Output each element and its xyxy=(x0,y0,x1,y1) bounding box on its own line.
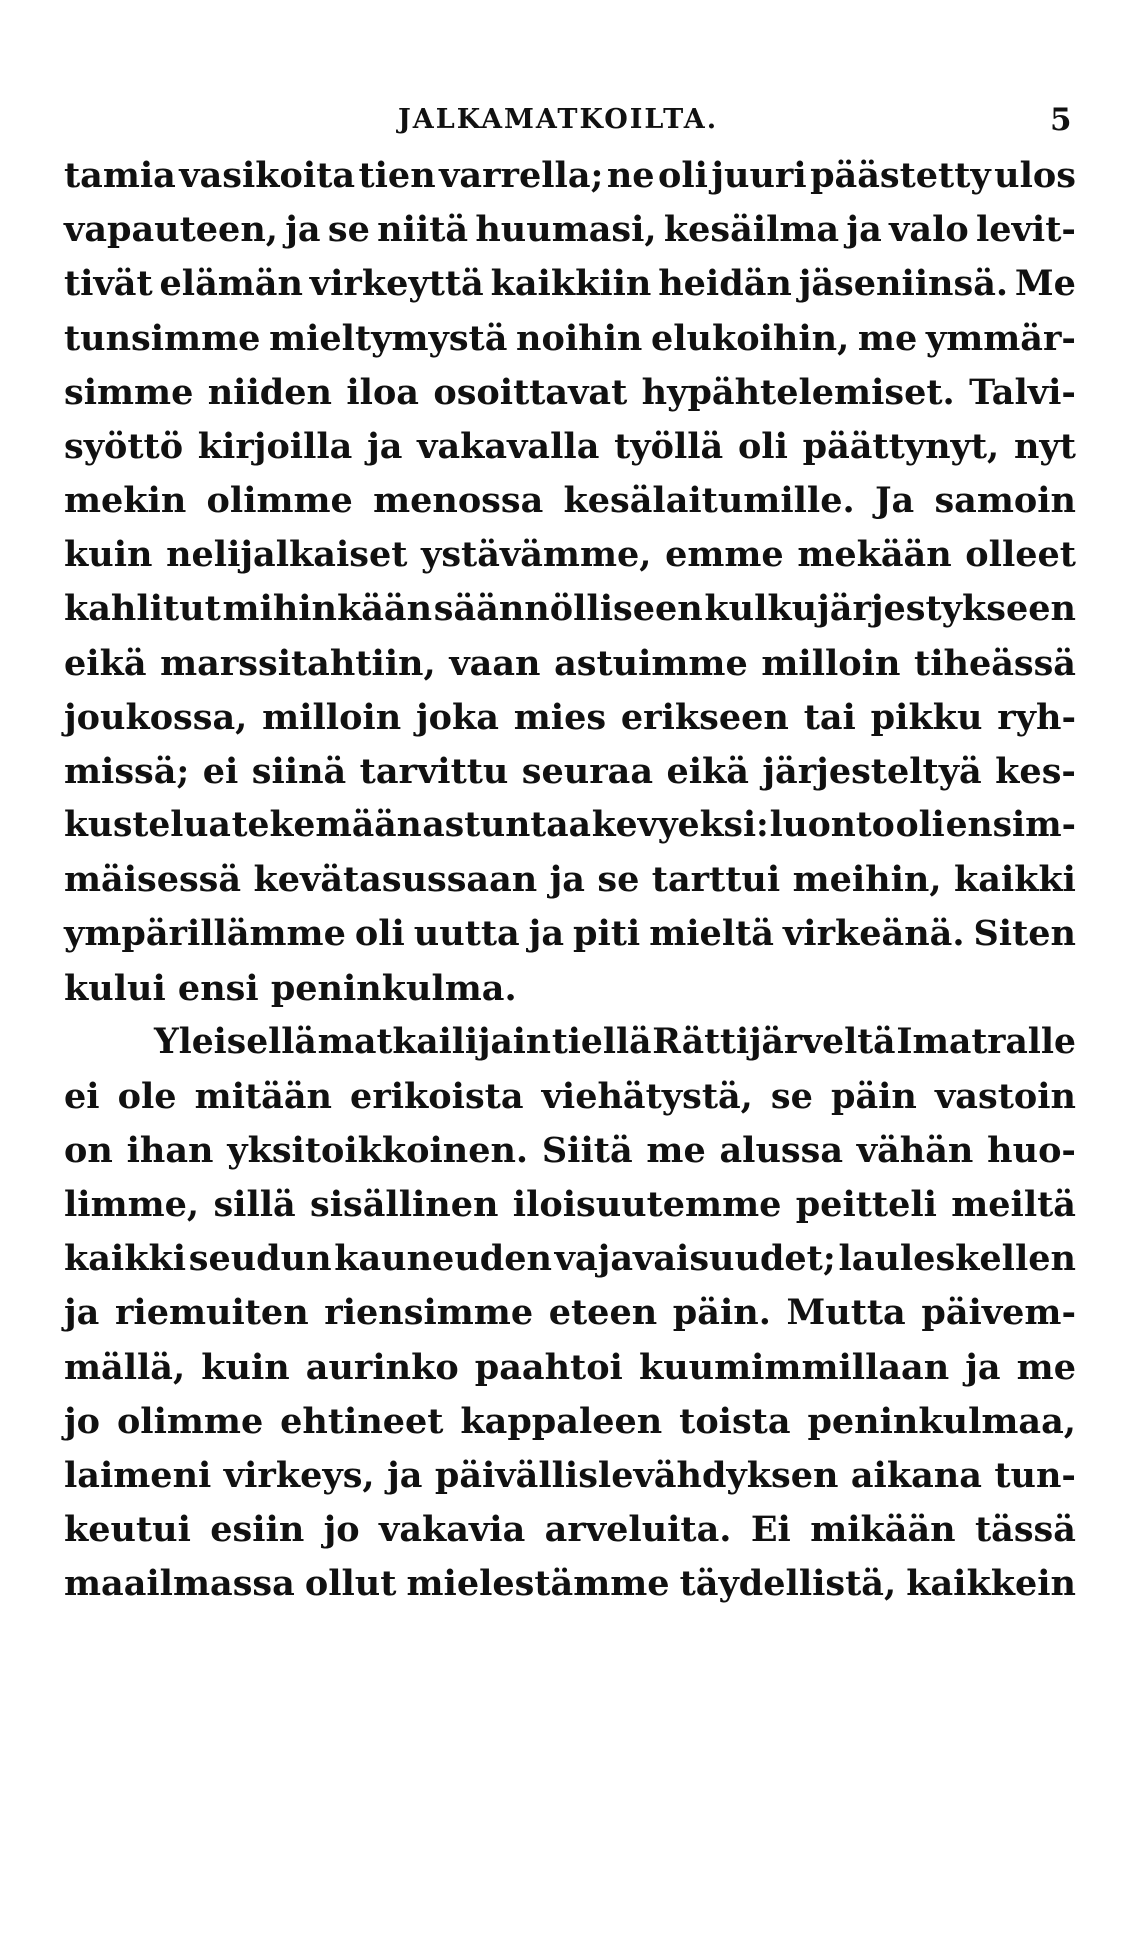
word: ollut xyxy=(304,1563,397,1604)
word: järjesteltyä xyxy=(762,751,982,792)
word: tekemään xyxy=(231,805,422,845)
word: ja xyxy=(367,426,403,467)
word: huumasi, xyxy=(475,209,657,250)
word: jo xyxy=(64,1401,101,1442)
word: seuraa xyxy=(521,751,654,792)
word: ei xyxy=(202,751,239,792)
word: tarttui xyxy=(651,859,781,900)
word: niiden xyxy=(207,372,332,413)
word: lauleskellen xyxy=(838,1238,1076,1279)
word: kappaleen xyxy=(460,1401,663,1442)
word: Yleisellä xyxy=(154,1022,317,1062)
text-line: kului ensi peninkulma. xyxy=(64,968,517,1009)
word: mieltä xyxy=(649,913,774,954)
text-line xyxy=(64,1563,1076,1627)
word: ulos xyxy=(994,155,1076,196)
word: vastoin xyxy=(934,1076,1076,1117)
word: eikä xyxy=(64,643,147,684)
word: päin xyxy=(830,1076,917,1117)
word: tarvittu xyxy=(359,751,509,792)
word: mällä, xyxy=(64,1347,186,1388)
word: ei xyxy=(64,1076,100,1117)
word: nyt xyxy=(1013,426,1076,467)
word: ihan xyxy=(126,1130,214,1171)
word: täydellistä, xyxy=(679,1563,897,1604)
page-number: 5 xyxy=(1050,102,1072,138)
word: uutta xyxy=(413,913,520,954)
word: syöttö xyxy=(64,426,184,467)
word: mies xyxy=(513,697,607,738)
word: kaikki xyxy=(953,859,1076,900)
word: ensim- xyxy=(945,805,1076,845)
word: valo xyxy=(889,209,969,250)
word: päivem- xyxy=(921,1292,1076,1333)
word: ja xyxy=(64,1292,100,1333)
word: erikseen xyxy=(620,697,789,738)
word: on xyxy=(64,1130,113,1171)
word: arveluita. xyxy=(544,1509,732,1550)
word: ja xyxy=(549,859,585,900)
word: ystävämme, xyxy=(421,534,652,575)
word: heidän xyxy=(658,263,792,304)
word: työllä xyxy=(614,426,724,467)
word: Rättijärveltä xyxy=(652,1022,896,1062)
word: mikään xyxy=(810,1509,956,1550)
word: oli xyxy=(895,805,945,845)
word: ympärillämme xyxy=(64,913,346,954)
word: Ja xyxy=(874,480,915,521)
word: mieltymystä xyxy=(269,318,508,359)
word: ja xyxy=(846,209,882,250)
word: ne xyxy=(606,155,655,196)
word: mihinkään xyxy=(222,588,433,629)
word: mitään xyxy=(194,1076,332,1117)
running-header xyxy=(0,104,1139,144)
word: simme xyxy=(64,372,194,413)
word: tai xyxy=(803,697,856,738)
word: olimme xyxy=(116,1401,264,1442)
word: olleet xyxy=(965,534,1076,575)
word: erikoista xyxy=(350,1076,524,1117)
word: sillä xyxy=(213,1184,296,1225)
word: peninkulmaa, xyxy=(807,1401,1076,1442)
word: kuumimmillaan xyxy=(638,1347,950,1388)
word: mielestämme xyxy=(406,1563,670,1604)
word: olimme xyxy=(206,480,353,521)
word: keutui xyxy=(64,1509,191,1550)
word: tunsimme xyxy=(64,318,261,359)
word: ja xyxy=(387,1455,423,1496)
word: eteen xyxy=(548,1292,658,1333)
word: joka xyxy=(416,697,499,738)
word: joukossa, xyxy=(64,697,248,738)
word: eikä xyxy=(666,751,749,792)
word: kes- xyxy=(995,751,1076,792)
word: jäseniinsä. xyxy=(798,263,1009,304)
word: sisällinen xyxy=(310,1184,499,1225)
word: tun- xyxy=(994,1455,1076,1496)
word: me xyxy=(857,318,918,359)
word: ymmär- xyxy=(925,318,1076,359)
word: säännölliseen xyxy=(433,588,703,629)
word: noihin xyxy=(516,318,643,359)
word: Siitä xyxy=(541,1130,633,1171)
word: vähän xyxy=(856,1130,974,1171)
word: elukoihin, xyxy=(650,318,850,359)
word: toista xyxy=(679,1401,791,1442)
word: Siten xyxy=(973,913,1076,954)
word: iloa xyxy=(346,372,419,413)
word: maailmassa xyxy=(64,1563,295,1604)
word: varrella; xyxy=(439,155,604,196)
word: meiltä xyxy=(951,1184,1076,1225)
word: niitä xyxy=(377,209,469,250)
word: astuimme xyxy=(554,643,748,684)
word: vakavia xyxy=(379,1509,526,1550)
word: huo- xyxy=(987,1130,1076,1171)
word: Imatralle xyxy=(896,1022,1076,1062)
word: mekin xyxy=(64,480,187,521)
word: hypähtelemiset. xyxy=(641,372,955,413)
word: matkailijain xyxy=(317,1022,551,1062)
word: luonto xyxy=(769,805,895,845)
word: virkeys, xyxy=(223,1455,375,1496)
word: ja xyxy=(965,1347,1001,1388)
word: tivät xyxy=(64,263,153,304)
word: jo xyxy=(323,1509,360,1550)
word: kustelua xyxy=(64,805,231,845)
word: oli xyxy=(737,426,788,467)
word: ole xyxy=(117,1076,177,1117)
word: esiin xyxy=(210,1509,305,1550)
word: päättynyt, xyxy=(802,426,1000,467)
word: me xyxy=(1016,1347,1076,1388)
word: mekään xyxy=(797,534,952,575)
word: kirjoilla xyxy=(197,426,353,467)
word: kevätasussaan xyxy=(253,859,538,900)
word: pikku xyxy=(870,697,983,738)
word: vapauteen, xyxy=(64,209,278,250)
word: juuri xyxy=(711,155,807,196)
word: nelijalkaiset xyxy=(166,534,408,575)
word: se xyxy=(770,1076,813,1117)
word: kuin xyxy=(64,534,153,575)
word: milloin xyxy=(761,643,901,684)
word: ja xyxy=(285,209,321,250)
word: tamia xyxy=(64,155,176,196)
word: alussa xyxy=(719,1130,844,1171)
word: virkeyttä xyxy=(309,263,484,304)
word: aurinko xyxy=(305,1347,459,1388)
word: aikana xyxy=(850,1455,982,1496)
word: vaan xyxy=(449,643,541,684)
word: kauneuden xyxy=(334,1238,552,1279)
word: kevyeksi: xyxy=(591,805,769,845)
word: peitteli xyxy=(795,1184,937,1225)
word: elämän xyxy=(159,263,303,304)
word: marssitahtiin, xyxy=(160,643,436,684)
word: se xyxy=(327,209,370,250)
word: päästetty xyxy=(810,155,991,196)
word: ryh- xyxy=(997,697,1076,738)
word: mäisessä xyxy=(64,859,242,900)
word: oli xyxy=(354,913,405,954)
word: seudun xyxy=(188,1238,332,1279)
word: kuin xyxy=(201,1347,290,1388)
word: oli xyxy=(658,155,708,196)
word: iloisuutemme xyxy=(512,1184,782,1225)
word: kaikkein xyxy=(906,1563,1076,1604)
word: milloin xyxy=(262,697,402,738)
word: paahtoi xyxy=(474,1347,623,1388)
word: samoin xyxy=(934,480,1076,521)
word: kaikkiin xyxy=(490,263,652,304)
word: laimeni xyxy=(64,1455,212,1496)
word: Talvi- xyxy=(969,372,1076,413)
word: vasikoita xyxy=(179,155,356,196)
running-title: JALKAMATKOILTA. xyxy=(398,104,719,135)
word: Me xyxy=(1014,263,1076,304)
word: tien xyxy=(358,155,436,196)
word: piti xyxy=(573,913,641,954)
word: vakavalla xyxy=(417,426,600,467)
word: se xyxy=(597,859,640,900)
word: limme, xyxy=(64,1184,200,1225)
word: päin. xyxy=(672,1292,771,1333)
word: meihin, xyxy=(792,859,942,900)
word: kulkujärjestykseen xyxy=(704,588,1076,629)
word: siinä xyxy=(251,751,347,792)
word: me xyxy=(646,1130,706,1171)
word: tiheässä xyxy=(914,643,1076,684)
word: menossa xyxy=(373,480,544,521)
word: riensimme xyxy=(324,1292,534,1333)
word: viehätystä, xyxy=(541,1076,753,1117)
word: astuntaa xyxy=(422,805,591,845)
word: missä; xyxy=(64,751,190,792)
word: päivällislevähdyksen xyxy=(434,1455,839,1496)
word: tiellä xyxy=(551,1022,652,1062)
word: tässä xyxy=(974,1509,1076,1550)
word: virkeänä. xyxy=(782,913,965,954)
word: kaikki xyxy=(64,1238,187,1279)
word: osoittavat xyxy=(433,372,628,413)
word: Mutta xyxy=(786,1292,906,1333)
word: kahlitut xyxy=(64,588,221,629)
word: riemuiten xyxy=(114,1292,309,1333)
word: emme xyxy=(665,534,784,575)
word: Ei xyxy=(750,1509,791,1550)
word: levit- xyxy=(976,209,1076,250)
word: yksitoikkoinen. xyxy=(227,1130,529,1171)
word: kesälaitumille. xyxy=(563,480,855,521)
word: ehtineet xyxy=(280,1401,444,1442)
word: vajavaisuudet; xyxy=(554,1238,836,1279)
word: kesäilma xyxy=(663,209,840,250)
word: ja xyxy=(528,913,565,954)
